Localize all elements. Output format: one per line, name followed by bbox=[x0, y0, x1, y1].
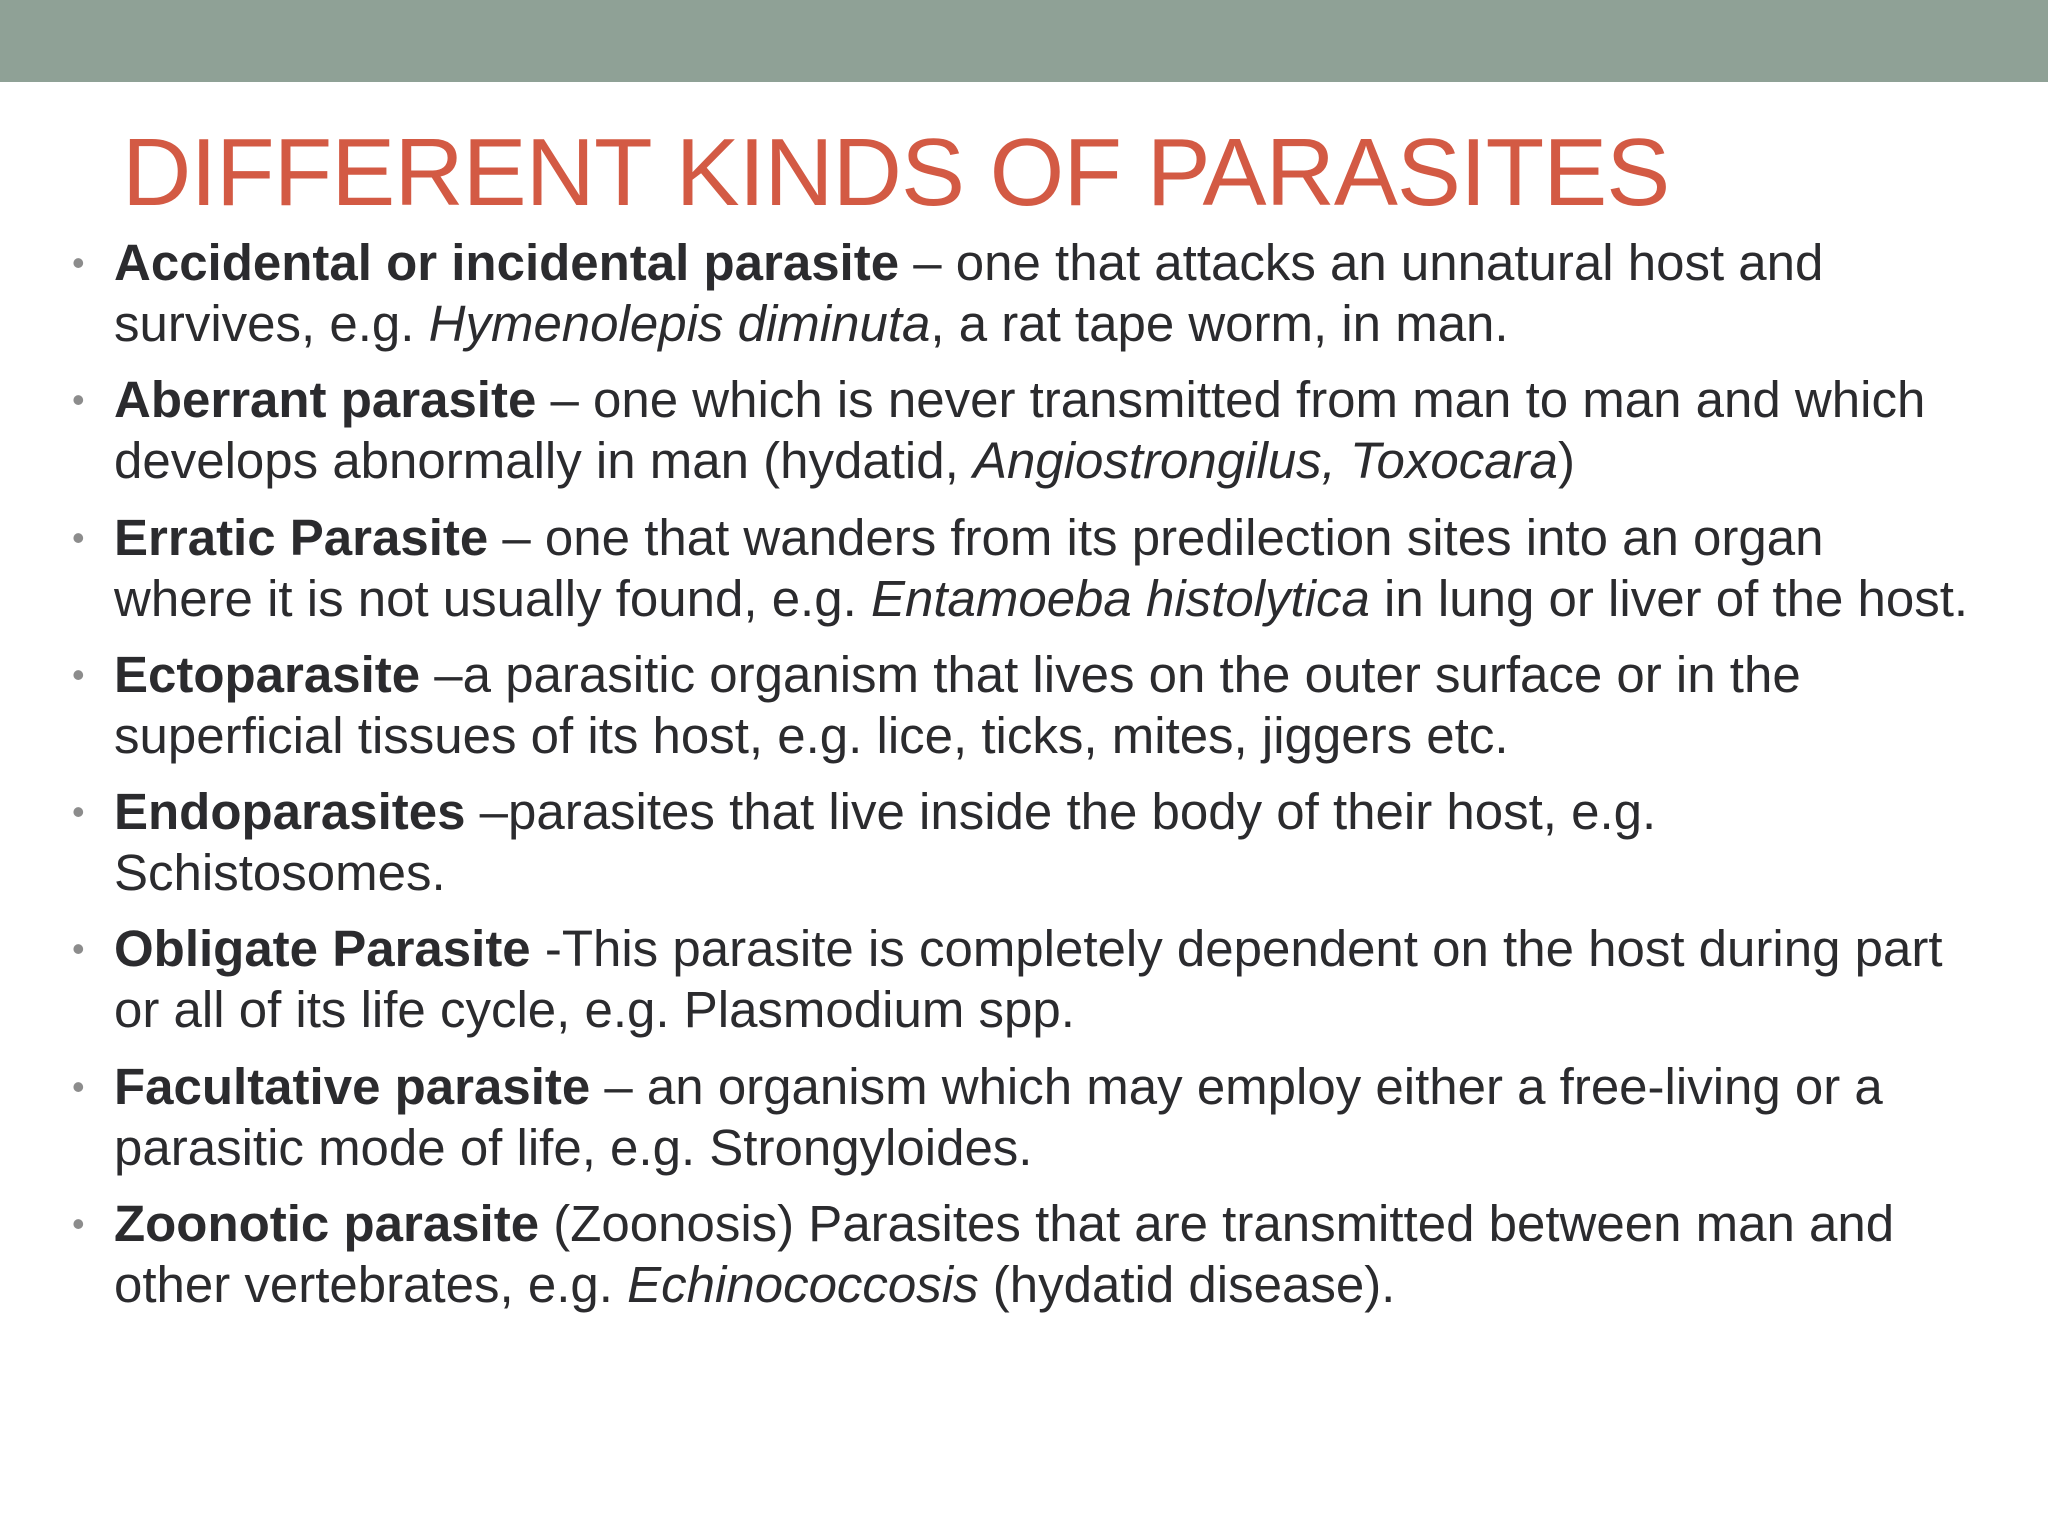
bullet-text: –a parasitic organism that lives on the outer surface or in the superficial tissues of its host, e.g. lice, ticks, mites, jiggers etc. bbox=[114, 645, 1801, 764]
bullet-endoparasites bbox=[70, 781, 1970, 903]
bullet-text: – one that wanders from its predilection sites into an organ where it is not usually found, e.g. bbox=[114, 508, 1824, 627]
bullet-term: Erratic Parasite bbox=[114, 508, 489, 566]
bullet-italic-text: Entamoeba histolytica bbox=[870, 569, 1370, 627]
bullet-italic-text: Angiostrongilus, Toxocara bbox=[972, 432, 1558, 490]
bullet-text: – one which is never transmitted from man to man and which develops abnormally in man (hydatid, bbox=[114, 371, 1926, 490]
bullet-facultative-parasite bbox=[70, 1056, 1970, 1178]
bullet-list bbox=[70, 232, 1970, 1330]
bullet-marker: • bbox=[72, 379, 85, 421]
bullet-text: in lung or liver of the host. bbox=[1369, 569, 1969, 627]
bullet-ectoparasite bbox=[70, 644, 1970, 766]
slide-title: DIFFERENT KINDS OF PARASITES bbox=[122, 119, 1670, 226]
bullet-marker: • bbox=[72, 928, 85, 970]
bullet-text: ) bbox=[1557, 432, 1575, 490]
bullet-text: (Zoonosis) Parasites that are transmitted between man and other vertebrates, e.g. bbox=[114, 1195, 1895, 1314]
bullet-text: -This parasite is completely dependent on the host during part or all of its life cycle, e.g. Plasmodium spp. bbox=[114, 920, 1943, 1039]
bullet-term: Zoonotic parasite bbox=[114, 1195, 540, 1253]
bullet-term: Ectoparasite bbox=[114, 645, 421, 703]
bullet-term: Accidental or incidental parasite bbox=[114, 234, 900, 291]
bullet-term: Facultative parasite bbox=[114, 1057, 591, 1115]
bullet-accidental-parasite bbox=[70, 232, 1970, 354]
bullet-italic-text: Hymenolepis diminuta bbox=[428, 295, 931, 352]
bullet-text: (hydatid disease). bbox=[978, 1256, 1396, 1314]
bullet-text: – one that attacks an unnatural host and survives, e.g. bbox=[114, 234, 1824, 352]
bullet-text: –parasites that live inside the body of their host, e.g. Schistosomes. bbox=[114, 783, 1657, 902]
bullet-marker: • bbox=[72, 1065, 85, 1107]
bullet-zoonotic-parasite bbox=[70, 1193, 1970, 1315]
bullet-term: Endoparasites bbox=[114, 783, 466, 841]
bullet-aberrant-parasite bbox=[70, 369, 1970, 491]
bullet-marker: • bbox=[72, 516, 85, 558]
bullet-marker: • bbox=[72, 242, 85, 283]
bullet-erratic-parasite bbox=[70, 507, 1970, 629]
bullet-italic-text: Echinococcosis bbox=[627, 1256, 979, 1314]
bullet-text: , a rat tape worm, in man. bbox=[930, 295, 1509, 352]
bullet-term: Obligate Parasite bbox=[114, 920, 531, 978]
bullet-obligate-parasite bbox=[70, 918, 1970, 1040]
top-band bbox=[0, 0, 2048, 82]
bullet-text: – an organism which may employ either a free-living or a parasitic mode of life, e.g. Strongyloides. bbox=[114, 1057, 1883, 1176]
bullet-term: Aberrant parasite bbox=[114, 371, 537, 429]
bullet-marker: • bbox=[72, 1203, 85, 1245]
bullet-marker: • bbox=[72, 653, 85, 695]
bullet-marker: • bbox=[72, 791, 85, 833]
